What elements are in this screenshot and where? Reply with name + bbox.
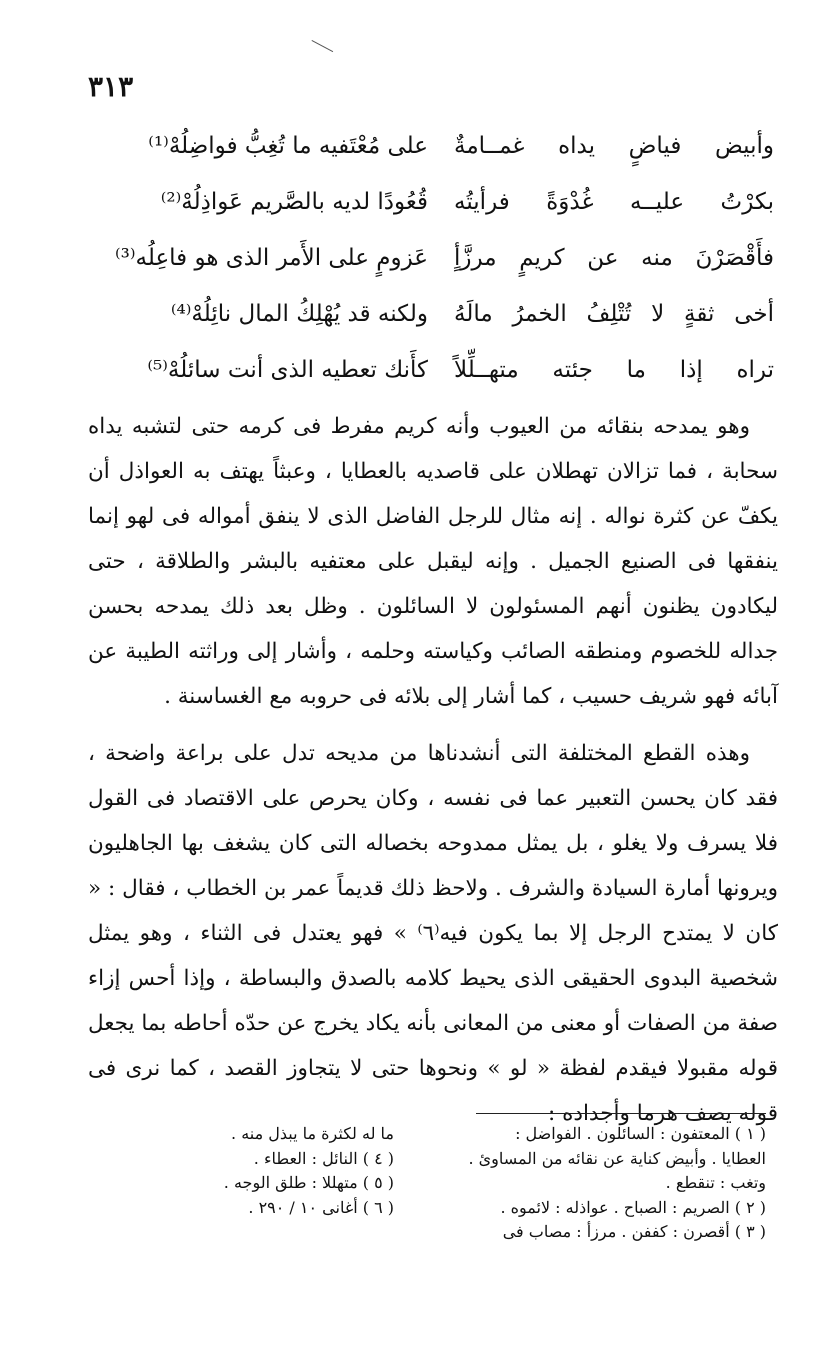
verse-first-hemistich: فأَقْصَرْنَ منه عن كريمٍ مرزَّأٍ	[454, 245, 774, 271]
paragraph: وهذه القطع المختلفة التى أنشدناها من مديحه تدل على براعة واضحة ، فقد كان يحسن التعبير عما فى نفسه ، وكان يحرص على الاقتصاد فى القول فلا يسرف ولا يغلو ، بل يمثل ممدوحه بخصاله التى كان يشغف بها الجاهليون ويرونها أمارة السيادة والشرف . ولاحظ ذلك قديماً عمر بن الخطاب ، فقال : « كان لا يمتدح الرجل إلا بما يكون فيه⁽٦⁾ » فهو يعتدل فى الثناء ، وهو يمثل شخصية البدوى الحقيقى الذى يحيط كلامه بالصدق والبساطة ، وإذا أحس إزاء صفة من الصفات أو معنى من المعانى بأنه يكاد يخرج عن حدّه أحاطه بما يجعل قوله مقبولا فيقدم لفظة « لو » ونحوها حتى لا يتجاوز القصد ، كما نرى فى قوله يصف هرما وأجداده :	[88, 741, 778, 1126]
verse-first-hemistich: تراه إذا ما جئته متهــلِّلاً	[454, 357, 774, 383]
footnote-line: العطايا . وأبيض كناية عن نقائه من المساوئ .	[468, 1148, 766, 1168]
verse	[88, 348, 778, 404]
body-text	[88, 404, 778, 1148]
verse	[88, 292, 778, 348]
verse-first-hemistich: بكرْتُ عليــه غُدْوَةً فرأيتُه	[454, 189, 774, 215]
verse	[88, 236, 778, 292]
verse-second-hemistich: كأَنك تعطيه الذى أنت سائلُهْ⁽⁵⁾	[147, 357, 428, 383]
footnotes-right-column	[466, 1122, 766, 1245]
verse	[88, 180, 778, 236]
footnote-line: ( ٦ ) أغانى ١٠ / ٢٩٠ .	[248, 1197, 394, 1217]
verse-first-hemistich: وأبيض فياضٍ يداه غمــامةٌ	[454, 133, 774, 159]
footnote-line: ما له لكثرة ما يبذل منه .	[231, 1124, 394, 1143]
verse	[88, 124, 778, 180]
footnote-line: ( ٤ ) النائل : العطاء .	[253, 1148, 394, 1168]
footnote-line: ( ٢ ) الصريم : الصباح . عواذله : لائموه .	[500, 1197, 766, 1217]
footnote-line: ( ٥ ) متهللا : طلق الوجه .	[223, 1173, 394, 1192]
footnote-line: ( ٣ ) أقصرن : كففن . مرزأ : مصاب فى	[502, 1222, 766, 1241]
verse-first-hemistich: أخى ثقةٍ لا تُتْلِفُ الخمرُ مالَهُ	[454, 301, 774, 327]
verse-second-hemistich: ولكنه قد يُهْلِكُ المال نائِلُهْ⁽⁴⁾	[170, 301, 428, 327]
footnote-line: وتغب : تنقطع .	[665, 1173, 766, 1192]
verse-second-hemistich: على مُعْتَفيه ما تُغِبُّ فواضِلُهْ⁽¹⁾	[148, 133, 428, 159]
stray-pen-mark	[312, 40, 334, 52]
verse-second-hemistich: عَزومٍ على الأَمر الذى هو فاعِلُه⁽³⁾	[114, 245, 428, 271]
poem-verses	[88, 124, 778, 404]
page-number: ٣١٣	[88, 70, 134, 103]
footnote-line: ( ١ ) المعتفون : السائلون . الفواضل :	[515, 1124, 766, 1143]
paragraph: وهو يمدحه بنقائه من العيوب وأنه كريم مفرط فى كرمه حتى لتشبه يداه سحابة ، فما تزالان تهطلان على قاصديه بالعطايا ، وعبثاً يهتف به العواذل أن يكفّ عن كثرة نواله . إنه مثال للرجل الفاضل الذى لا ينفق أمواله فى لهو إنما ينفقها فى الصنيع الجميل . وإنه ليقبل على معتفيه بالبشر والطلاقة ، حتى ليكادون يظنون أنهم المسئولون لا السائلون . وظل بعد ذلك يمدحه بحسن جداله للخصوم ومنطقه الصائب وكياسته وحلمه ، وأشار إلى وراثته الطيبة عن آبائه فهو شريف حسيب ، كما أشار إلى بلائه فى حروبه مع الغساسنة .	[88, 414, 778, 709]
footnote-divider	[476, 1113, 766, 1114]
footnotes-left-column	[214, 1122, 394, 1220]
verse-second-hemistich: قُعُودًا لديه بالصَّريم عَواذِلُهْ⁽²⁾	[160, 189, 428, 215]
